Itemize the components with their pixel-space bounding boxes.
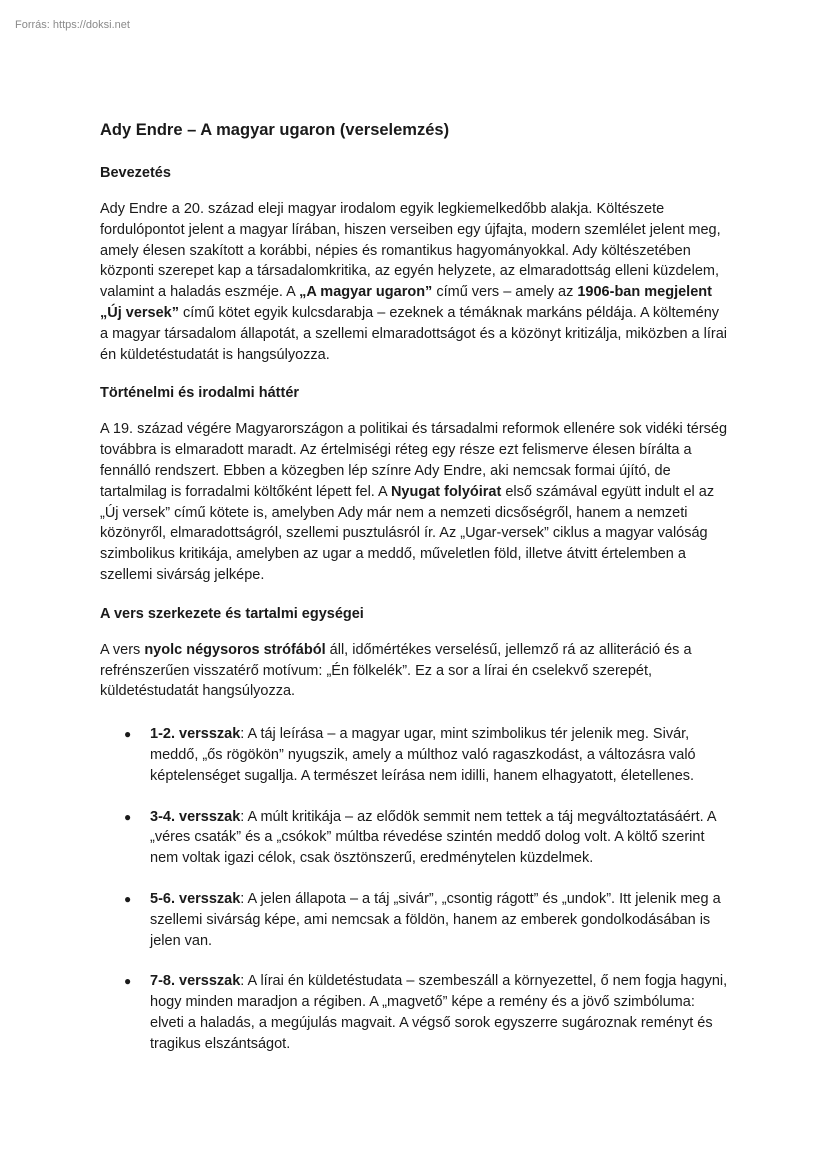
section-heading-structure: A vers szerkezete és tartalmi egységei	[100, 605, 364, 622]
bold-run: 1906-ban megjelent „Új versek”	[100, 284, 712, 321]
stanza-label: 1-2. versszak	[150, 726, 241, 743]
document-title: Ady Endre – A magyar ugaron (verselemzés)	[100, 121, 450, 139]
stanza-text: : A múlt kritikája – az elődök semmit nem tettek a táj megváltoztatásáért. A „véres csaták” és a „csókok” múltba révedése szintén meddő dolog volt. A költő szerint nem voltak igazi célok, csak ösztönszerű, eredménytelen küzdelmek.	[150, 808, 716, 867]
section-heading-intro: Bevezetés	[100, 165, 171, 181]
bold-run: Nyugat folyóirat	[390, 483, 502, 500]
stanza-text: : A jelen állapota – a táj „sivár”, „csontig rágott” és „undok”. Itt jelenik meg a szellemi sivárság képe, ami nemcsak a földön, hanem az emberek gondolkodásában is jelen van.	[150, 890, 721, 949]
bullet-icon: ●	[124, 809, 132, 824]
list-item	[124, 971, 730, 1054]
text-run: című vers – amely az	[432, 284, 578, 301]
bullet-icon: ●	[124, 727, 132, 742]
stanza-label: 5-6. versszak	[150, 890, 241, 907]
structure-paragraph	[100, 640, 730, 702]
text-run: Ady Endre a 20. század eleji magyar irodalom egyik legkiemelkedőbb alakja. Költészete fordulópontot jelent a magyar lírában, hiszen verseiben egy újfajta, modern szemlélet jelent meg, amely élesen szakított a korábbi, népies és romantikus hagyományokkal. Ady költészetében központi szerepet kap a társadalomkritika, az egyén helyzete, az elmaradottság elleni küzdelem, valamint a haladás eszméje. A	[100, 201, 721, 301]
stanza-list	[100, 724, 730, 1054]
text-run: A vers	[100, 641, 145, 658]
stanza-text: : A lírai én küldetéstudata – szembeszáll a környezettel, ő nem fogja hagyni, hogy minden maradjon a régiben. A „magvető” képe a remény és a jövő szimbóluma: elveti a haladás, a megújulás magvait. A végső sorok egyszerre sugároznak reményt és tragikus elszántságot.	[150, 973, 728, 1052]
stanza-label: 7-8. versszak	[150, 973, 241, 990]
bold-run: nyolc négysoros strófából	[144, 641, 326, 658]
document-page	[100, 119, 730, 1075]
history-paragraph	[100, 419, 730, 585]
intro-paragraph	[100, 199, 730, 365]
bold-run: „A magyar ugaron”	[299, 284, 433, 301]
text-run: áll, időmértékes verselésű, jellemző rá az alliteráció és a refrénszerűen visszatérő motívum: „Én fölkelék”. Ez a sor a lírai én cselekvő szerepét, küldetéstudatát hangsúlyozza.	[100, 641, 692, 700]
section-heading-history: Történelmi és irodalmi háttér	[100, 385, 300, 402]
text-run: A 19. század végére Magyarországon a politikai és társadalmi reformok ellenére sok vidéki térség továbbra is elmaradott maradt. Az értelmiségi réteg egy része ezt felismerve élesen bírálta a fennálló rendszert. Ebben a közegben lép színre Ady Endre, aki nemcsak formai újító, de tartalmilag is forradalmi költőként lépett fel. A	[100, 421, 728, 500]
list-item	[124, 724, 730, 786]
bullet-icon: ●	[124, 891, 132, 906]
stanza-text: : A táj leírása – a magyar ugar, mint szimbolikus tér jelenik meg. Sivár, meddő, „ős rögökön” nyugszik, amely a múlthoz való ragaszkodást, a változásra való képtelenséget sugallja. A természet leírása nem idilli, hanem elhagyatott, életellenes.	[150, 726, 696, 784]
source-url: Forrás: https://doksi.net	[15, 19, 130, 31]
stanza-label: 3-4. versszak	[150, 808, 241, 825]
list-item	[124, 807, 730, 869]
text-run: című kötet egyik kulcsdarabja – ezeknek a témáknak markáns példája. A költemény a magyar társadalom állapotát, a szellemi elmaradottságot és a közönyt kritizálja, miközben a lírai én küldetéstudatát is hangsúlyozza.	[100, 304, 728, 363]
text-run: első számával együtt indult el az „Új versek” című kötete is, amelyben Ady már nem a nemzeti dicsőségről, hanem a nemzeti közönyről, elmaradottságról, szellemi pusztulásról ír. Az „Ugar-versek” ciklus a magyar valóság szimbolikus kritikája, amelyben az ugar a meddő, műveletlen föld, illetve átvitt értelemben a szellemi sivárság jelképe.	[100, 483, 715, 583]
bullet-icon: ●	[124, 974, 132, 989]
list-item	[124, 889, 730, 951]
